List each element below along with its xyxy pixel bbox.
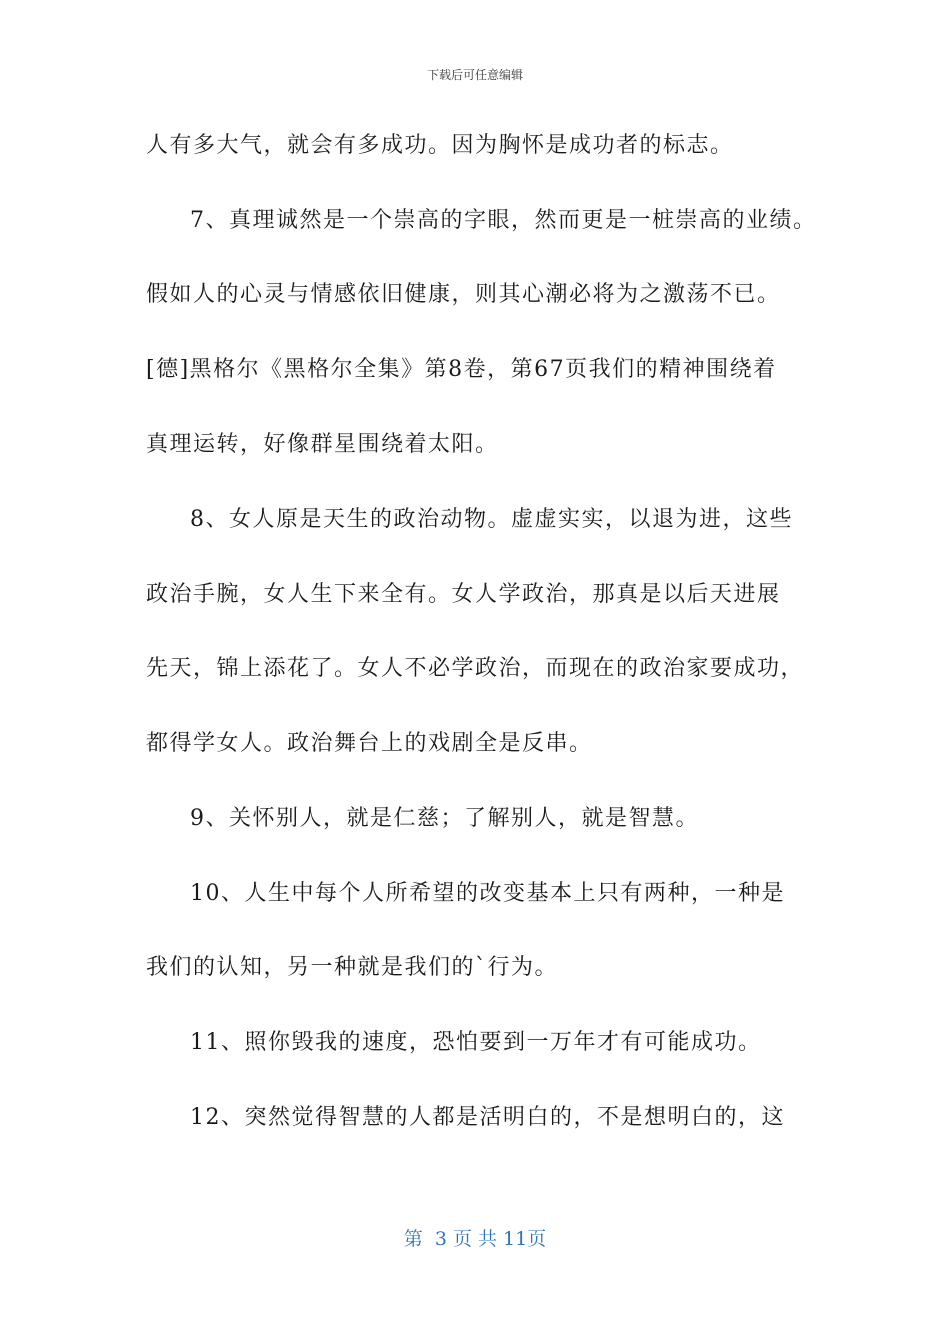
text-line: 11、照你毁我的速度，恐怕要到一万年才有可能成功。 — [190, 1030, 762, 1055]
text-line: 真理运转，好像群星围绕着太阳。 — [146, 432, 499, 457]
text-line: 7、真理诚然是一个崇高的字眼，然而更是一桩崇高的业绩。 — [190, 208, 817, 233]
text-line: 12、突然觉得智慧的人都是活明白的，不是想明白的，这 — [190, 1105, 785, 1130]
text-line: [德]黑格尔《黑格尔全集》第8卷，第67页我们的精神围绕着 — [146, 357, 777, 382]
text-line: 人有多大气，就会有多成功。因为胸怀是成功者的标志。 — [146, 133, 734, 158]
text-line: 先天，锦上添花了。女人不必学政治，而现在的政治家要成功， — [146, 656, 805, 681]
page-header: 下载后可任意编辑 — [426, 68, 523, 82]
text-line: 政治手腕，女人生下来全有。女人学政治，那真是以后天进展 — [146, 582, 781, 607]
page-number-footer: 第 3 页 共 11页 — [403, 1228, 547, 1250]
text-line: 都得学女人。政治舞台上的戏剧全是反串。 — [146, 731, 593, 756]
text-line: 我们的认知，另一种就是我们的`行为。 — [146, 955, 559, 980]
text-line: 10、人生中每个人所希望的改变基本上只有两种，一种是 — [190, 881, 785, 906]
text-line: 假如人的心灵与情感依旧健康，则其心潮必将为之激荡不已。 — [146, 282, 781, 307]
text-line: 8、女人原是天生的政治动物。虚虚实实，以退为进，这些 — [190, 507, 793, 532]
text-line: 9、关怀别人，就是仁慈；了解别人，就是智慧。 — [190, 806, 699, 831]
